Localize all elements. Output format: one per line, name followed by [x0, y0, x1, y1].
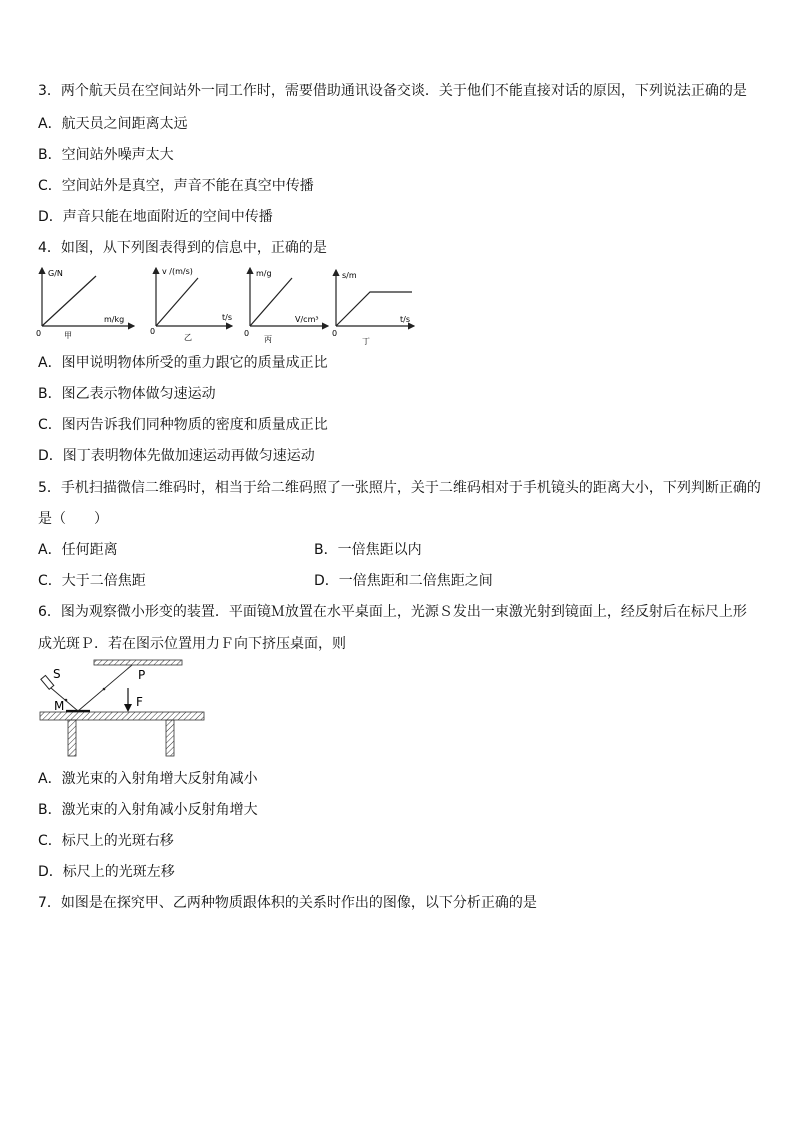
q3-option-a: A．航天员之间距离太远 [38, 116, 188, 132]
graph-yi [150, 267, 232, 342]
reflected-beam [78, 665, 132, 711]
graph-ding-xlabel: t/s [400, 315, 410, 324]
q6-option-d: D．标尺上的光斑左移 [38, 864, 175, 880]
graph-jia-ylabel: G/N [48, 269, 63, 278]
q4-option-d: D．图丁表明物体先做加速运动再做匀速运动 [38, 448, 315, 464]
graph-jia-xlabel: m/kg [104, 315, 125, 324]
q4-option-b: B．图乙表示物体做匀速运动 [38, 386, 216, 402]
graph-ding-origin: 0 [332, 329, 338, 338]
q6-option-c: C．标尺上的光斑右移 [38, 833, 174, 849]
table-leg-left [68, 720, 76, 756]
q3-option-d: D．声音只能在地面附近的空间中传播 [38, 209, 273, 225]
q6-apparatus-figure [36, 658, 208, 762]
q4-graphs-figure [36, 262, 416, 346]
graph-bing [244, 268, 328, 344]
label-m: M [54, 699, 65, 713]
label-f: F [136, 695, 143, 709]
q7-stem: 7．如图是在探究甲、乙两种物质跟体积的关系时作出的图像，以下分析正确的是 [38, 895, 537, 911]
graph-jia-origin: 0 [36, 329, 42, 338]
q5-option-c: C．大于二倍焦距 [38, 573, 146, 589]
q3-option-c: C．空间站外是真空，声音不能在真空中传播 [38, 178, 314, 194]
q5-option-b: B．一倍焦距以内 [314, 542, 422, 558]
graph-bing-xlabel: V/cm³ [295, 315, 319, 324]
q5-option-d: D．一倍焦距和二倍焦距之间 [314, 573, 493, 589]
q4-option-c: C．图丙告诉我们同种物质的密度和质量成正比 [38, 417, 328, 433]
graph-jia-caption: 甲 [64, 331, 72, 340]
graph-yi-origin: 0 [150, 327, 156, 336]
table-top [40, 712, 204, 720]
ruler [94, 660, 182, 665]
graph-ding [332, 270, 414, 346]
light-source [41, 675, 54, 689]
q5-stem-line1: 5．手机扫描微信二维码时，相当于给二维码照了一张照片，关于二维码相对于手机镜头的距离大小，下列判断正确的 [38, 480, 761, 496]
graph-ding-ylabel: s/m [342, 271, 357, 280]
graph-yi-ylabel: v /(m/s) [162, 267, 193, 276]
q6-stem-line1: 6．图为观察微小形变的装置．平面镜Ｍ放置在水平桌面上，光源Ｓ发出一束激光射到镜面上，经反射后在标尺上形 [38, 604, 747, 620]
graph-yi-caption: 乙 [184, 333, 192, 342]
graph-ding-caption: 丁 [362, 337, 370, 346]
graph-bing-origin: 0 [244, 329, 250, 338]
q5-option-a: A．任何距离 [38, 542, 118, 558]
graph-jia [36, 268, 134, 340]
q3-option-b: B．空间站外噪声太大 [38, 147, 174, 163]
table-leg-right [166, 720, 174, 756]
graph-yi-xlabel: t/s [222, 313, 232, 322]
q4-stem: 4．如图，从下列图表得到的信息中，正确的是 [38, 240, 327, 256]
label-s: S [53, 667, 61, 681]
q5-stem-line2: 是（ ） [38, 511, 108, 527]
q6-stem-line2: 成光斑Ｐ．若在图示位置用力Ｆ向下挤压桌面，则 [38, 636, 346, 652]
graph-bing-caption: 丙 [264, 335, 272, 344]
label-p: P [138, 668, 146, 682]
graph-bing-ylabel: m/g [256, 269, 272, 278]
q4-option-a: A．图甲说明物体所受的重力跟它的质量成正比 [38, 355, 328, 371]
q6-option-b: B．激光束的入射角减小反射角增大 [38, 802, 258, 818]
q6-option-a: A．激光束的入射角增大反射角减小 [38, 771, 258, 787]
q3-stem: 3．两个航天员在空间站外一同工作时，需要借助通讯设备交谈．关于他们不能直接对话的原因，下列说法正确的是 [38, 83, 747, 99]
